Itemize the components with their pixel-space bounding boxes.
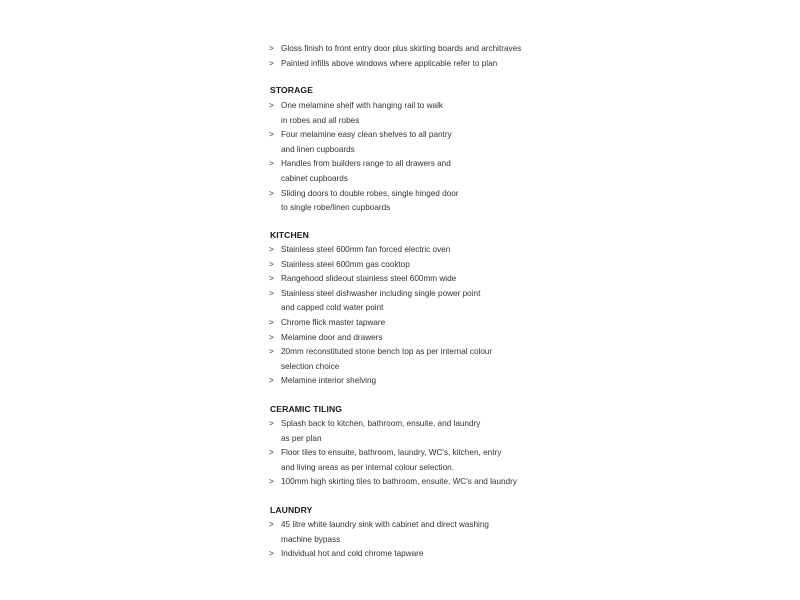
list-item-line: Chrome flick master tapware bbox=[281, 318, 386, 327]
list-item-line: Rangehood slideout stainless steel 600mm wide bbox=[281, 274, 457, 284]
list-item-line: Stainless steel 600mm gas cooktop bbox=[281, 259, 410, 269]
list-item-line: 20mm reconstituted stone bench top as per internal colour bbox=[281, 347, 493, 357]
section-heading: LAUNDRY bbox=[270, 505, 313, 515]
list-item-line: Sliding doors to double robes, single hinged door bbox=[281, 188, 459, 198]
bullet-marker: > bbox=[269, 318, 274, 327]
list-item-line: and linen cupboards bbox=[281, 144, 355, 154]
list-item-line: Melamine interior shelving bbox=[281, 376, 377, 386]
bullet-marker: > bbox=[269, 332, 274, 342]
list-item-line: Stainless steel dishwasher including single power point bbox=[281, 288, 481, 298]
list-item-line: Painted infills above windows where applicable refer to plan bbox=[281, 58, 498, 68]
bullet-marker: > bbox=[269, 477, 274, 487]
list-item-line: 100mm high skirting tiles to bathroom, ensuite, WC's and laundry bbox=[281, 477, 517, 487]
list-item-line: machine bypass bbox=[281, 534, 341, 544]
list-item-line: Four melamine easy clean shelves to all pantry bbox=[281, 130, 452, 140]
bullet-marker: > bbox=[269, 58, 274, 68]
list-item-line: and living areas as per internal colour selection. bbox=[281, 462, 454, 472]
list-item-line: to single robe/linen cupboards bbox=[281, 203, 391, 213]
bullet-marker: > bbox=[269, 101, 274, 110]
list-item-line: 45 litre white laundry sink with cabinet and direct washing bbox=[281, 520, 489, 529]
bullet-marker: > bbox=[269, 376, 274, 386]
bullet-marker: > bbox=[269, 245, 274, 254]
section-heading: CERAMIC TILING bbox=[270, 404, 343, 414]
list-item-line: and capped cold water point bbox=[281, 303, 384, 313]
list-item-line: Individual hot and cold chrome tapware bbox=[281, 549, 424, 559]
bullet-marker: > bbox=[269, 274, 274, 284]
list-item-line: Gloss finish to front entry door plus skirting boards and architraves bbox=[281, 44, 522, 53]
list-item-line: Splash back to kitchen, bathroom, ensuite, and laundry bbox=[281, 419, 481, 428]
list-item-line: selection choice bbox=[281, 361, 340, 371]
list-item-line: Handles from builders range to all drawers and bbox=[281, 159, 451, 169]
bullet-marker: > bbox=[269, 159, 274, 169]
list-item-line: Stainless steel 600mm fan forced electric oven bbox=[281, 245, 451, 254]
section-heading: KITCHEN bbox=[270, 230, 309, 240]
list-item-line: Floor tiles to ensuite, bathroom, laundry, WC's, kitchen, entry bbox=[281, 448, 502, 458]
bullet-marker: > bbox=[269, 259, 274, 269]
list-item-line: cabinet cupboards bbox=[281, 174, 348, 183]
bullet-marker: > bbox=[269, 44, 274, 53]
list-item-line: Melamine door and drawers bbox=[281, 332, 383, 342]
bullet-marker: > bbox=[269, 347, 274, 357]
bullet-marker: > bbox=[269, 288, 274, 298]
bullet-marker: > bbox=[269, 520, 274, 529]
bullet-marker: > bbox=[269, 448, 274, 458]
list-item-line: as per plan bbox=[281, 433, 322, 443]
list-item-line: in robes and all robes bbox=[281, 115, 360, 125]
bullet-marker: > bbox=[269, 188, 274, 198]
bullet-marker: > bbox=[269, 549, 274, 559]
bullet-marker: > bbox=[269, 419, 274, 428]
section-heading: STORAGE bbox=[270, 85, 314, 95]
list-item-line: One melamine shelf with hanging rail to walk bbox=[281, 101, 444, 110]
bullet-marker: > bbox=[269, 130, 274, 140]
